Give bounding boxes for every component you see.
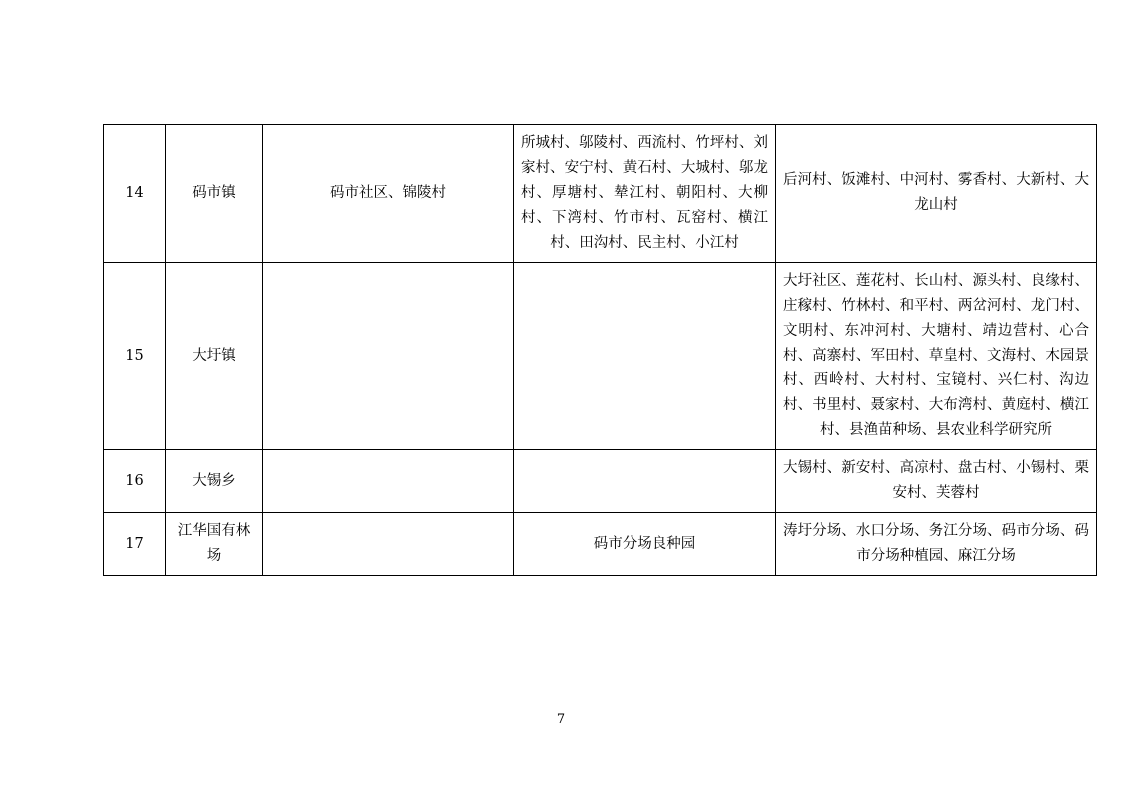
column-c-cell: 码市社区、锦陵村 <box>263 125 514 263</box>
column-d-cell <box>514 262 776 450</box>
column-d-cell: 码市分场良种园 <box>514 513 776 576</box>
column-e-cell: 涛圩分场、水口分场、务江分场、码市分场、码市分场种植园、麻江分场 <box>776 513 1097 576</box>
row-index-cell: 17 <box>104 513 166 576</box>
page-number: 7 <box>556 712 566 727</box>
town-name-cell: 码市镇 <box>166 125 263 263</box>
column-e-cell: 大圩社区、莲花村、长山村、源头村、良缘村、庄稼村、竹林村、和平村、两岔河村、龙门村、文明村、东冲河村、大塘村、靖边营村、心合村、高寨村、军田村、草皇村、文海村、木园景村、西岭村、大村村、宝镜村、兴仁村、沟边村、书里村、聂家村、大布湾村、黄庭村、横江村、县渔苗种场、县农业科学研究所 <box>776 262 1097 450</box>
column-e-cell: 后河村、饭滩村、中河村、雾香村、大新村、大龙山村 <box>776 125 1097 263</box>
row-index-cell: 16 <box>104 450 166 513</box>
column-c-cell <box>263 450 514 513</box>
column-c-cell <box>263 262 514 450</box>
table-row <box>104 125 1097 263</box>
town-name-cell: 江华国有林场 <box>166 513 263 576</box>
column-d-cell: 所城村、邬陵村、西流村、竹坪村、刘家村、安宁村、黄石村、大城村、邬龙村、厚塘村、辇江村、朝阳村、大柳村、下湾村、竹市村、瓦窑村、横江村、田沟村、民主村、小江村 <box>514 125 776 263</box>
village-allocation-table <box>103 124 1097 576</box>
table-row <box>104 262 1097 450</box>
table-row <box>104 450 1097 513</box>
table-row <box>104 513 1097 576</box>
town-name-cell: 大圩镇 <box>166 262 263 450</box>
table-body <box>104 125 1097 576</box>
column-e-cell: 大锡村、新安村、高凉村、盘古村、小锡村、栗安村、芙蓉村 <box>776 450 1097 513</box>
row-index-cell: 15 <box>104 262 166 450</box>
column-d-cell <box>514 450 776 513</box>
town-name-cell: 大锡乡 <box>166 450 263 513</box>
row-index-cell: 14 <box>104 125 166 263</box>
column-c-cell <box>263 513 514 576</box>
